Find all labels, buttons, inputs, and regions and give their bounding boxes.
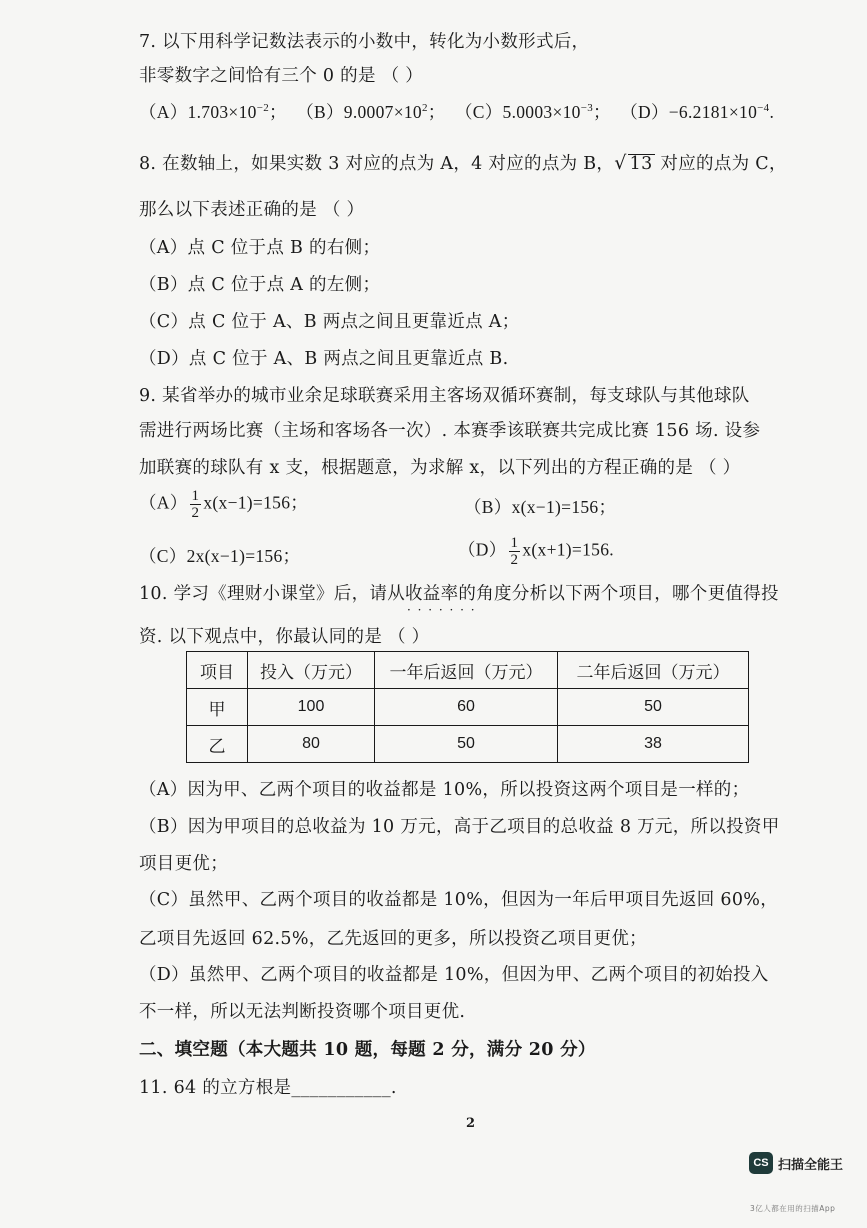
- q8-option-c: （C）点 C 位于 A、B 两点之间且更靠近点 A；: [139, 312, 520, 332]
- q7-option-a: $(A)1.703\times 10^{-2}$；: [139, 102, 287, 122]
- cs-logo-icon: CS: [749, 1152, 773, 1174]
- q10-option-c-line2: 乙项目先返回 62.5%，乙先返回的更多，所以投资乙项目更优；: [139, 929, 647, 949]
- table-header: 一年后返回（万元）: [375, 652, 558, 689]
- q7-option-b: $(B)9.0007\times 10^2$；: [296, 102, 446, 122]
- q10-stem-line1: 10. 学习《理财小课堂》后，请从收益率的角度 · · ·分析以下两个项目，哪个更值得投: [139, 580, 779, 605]
- table-header: 项目: [187, 652, 248, 689]
- q10-option-b-line1: （B）因为甲项目的总收益为 10 万元，高于乙项目的总收益 8 万元，所以投资甲: [139, 817, 780, 837]
- table-cell: 100: [248, 689, 375, 726]
- table-row: [187, 689, 749, 726]
- investment-table: [186, 651, 749, 763]
- q7-option-d: $(D)-6.2181\times 10^{-4}$.: [620, 102, 775, 122]
- q8-option-a: （A）点 C 位于点 B 的右侧；: [139, 238, 381, 258]
- fraction: $\frac{1}{2}$: [191, 488, 200, 521]
- page-number: 2: [466, 1116, 476, 1131]
- q9-option-a: （A） $\frac{1}{2}$ x(x−1)=156；: [139, 488, 309, 521]
- q8-stem-line2: 那么以下表述正确的是 （ ）: [139, 200, 365, 220]
- q7-option-c: $(C)5.0003\times 10^{-3}$；: [454, 102, 611, 122]
- q10-option-b-line2: 项目更优；: [139, 854, 228, 874]
- table-header: 投入（万元）: [248, 652, 375, 689]
- q7-stem-line1: 7. 以下用科学记数法表示的小数中，转化为小数形式后，: [139, 32, 590, 52]
- emphasized-text: 收益率的角度 · · ·: [405, 584, 512, 604]
- q9-stem-line3: 加联赛的球队有 x 支，根据题意，为求解 x，以下列出的方程正确的是 （ ）: [139, 458, 741, 478]
- q9-stem-line2: 需进行两场比赛（主场和客场各一次）. 本赛季该联赛共完成比赛 156 场. 设参: [139, 421, 761, 441]
- table-header-row: [187, 652, 749, 689]
- table-header: 二年后返回（万元）: [558, 652, 749, 689]
- section-heading: 二、填空题（本大题共 10 题，每题 2 分，满分 20 分）: [139, 1040, 596, 1060]
- table-cell: 50: [375, 726, 558, 763]
- q11-stem: 11. 64 的立方根是___________.: [139, 1078, 397, 1098]
- q10-stem-line2: 资. 以下观点中，你最认同的是 （ ）: [139, 627, 430, 647]
- table-cell: 甲: [187, 689, 248, 726]
- q10-option-d-line1: （D）虽然甲、乙两个项目的收益都是 10%，但因为甲、乙两个项目的初始投入: [139, 965, 769, 985]
- table-cell: 38: [558, 726, 749, 763]
- q8-stem-line1: 8. 在数轴上，如果实数 3 对应的点为 A，4 对应的点为 B，√ 13 对应的点为 C，: [139, 152, 787, 174]
- q9-stem-line1: 9. 某省举办的城市业余足球联赛采用主客场双循环赛制，每支球队与其他球队: [139, 386, 750, 406]
- table-row: [187, 726, 749, 763]
- q7-options: [139, 99, 774, 124]
- scanner-tagline: 3亿人都在用的扫描App: [750, 1204, 836, 1213]
- q9-option-d: （D） $\frac{1}{2}$ x(x+1)=156.: [458, 535, 614, 568]
- scanner-logo: [749, 1152, 843, 1174]
- q7-stem-line2: 非零数字之间恰有三个 0 的是 （ ）: [139, 66, 424, 86]
- fraction: $\frac{1}{2}$: [510, 535, 519, 568]
- sqrt-argument: 13: [629, 154, 653, 174]
- q10-option-d-line2: 不一样，所以无法判断投资哪个项目更优.: [139, 1002, 466, 1022]
- q10-option-a: （A）因为甲、乙两个项目的收益都是 10%，所以投资这两个项目是一样的；: [139, 780, 750, 800]
- q8-option-b: （B）点 C 位于点 A 的左侧；: [139, 275, 381, 295]
- sqrt-symbol: √: [614, 152, 627, 174]
- q8-option-d: （D）点 C 位于 A、B 两点之间且更靠近点 B.: [139, 349, 509, 369]
- table-cell: 乙: [187, 726, 248, 763]
- table-cell: 50: [558, 689, 749, 726]
- answer-blank: ___________: [291, 1078, 391, 1098]
- q9-option-b: （B）x(x−1)=156；: [464, 497, 617, 517]
- q10-option-c-line1: （C）虽然甲、乙两个项目的收益都是 10%，但因为一年后甲项目先返回 60%，: [139, 890, 779, 910]
- q9-option-c: （C）2x(x−1)=156；: [139, 546, 301, 566]
- scanner-app-name: 扫描全能王: [778, 1157, 844, 1173]
- table-cell: 60: [375, 689, 558, 726]
- table-cell: 80: [248, 726, 375, 763]
